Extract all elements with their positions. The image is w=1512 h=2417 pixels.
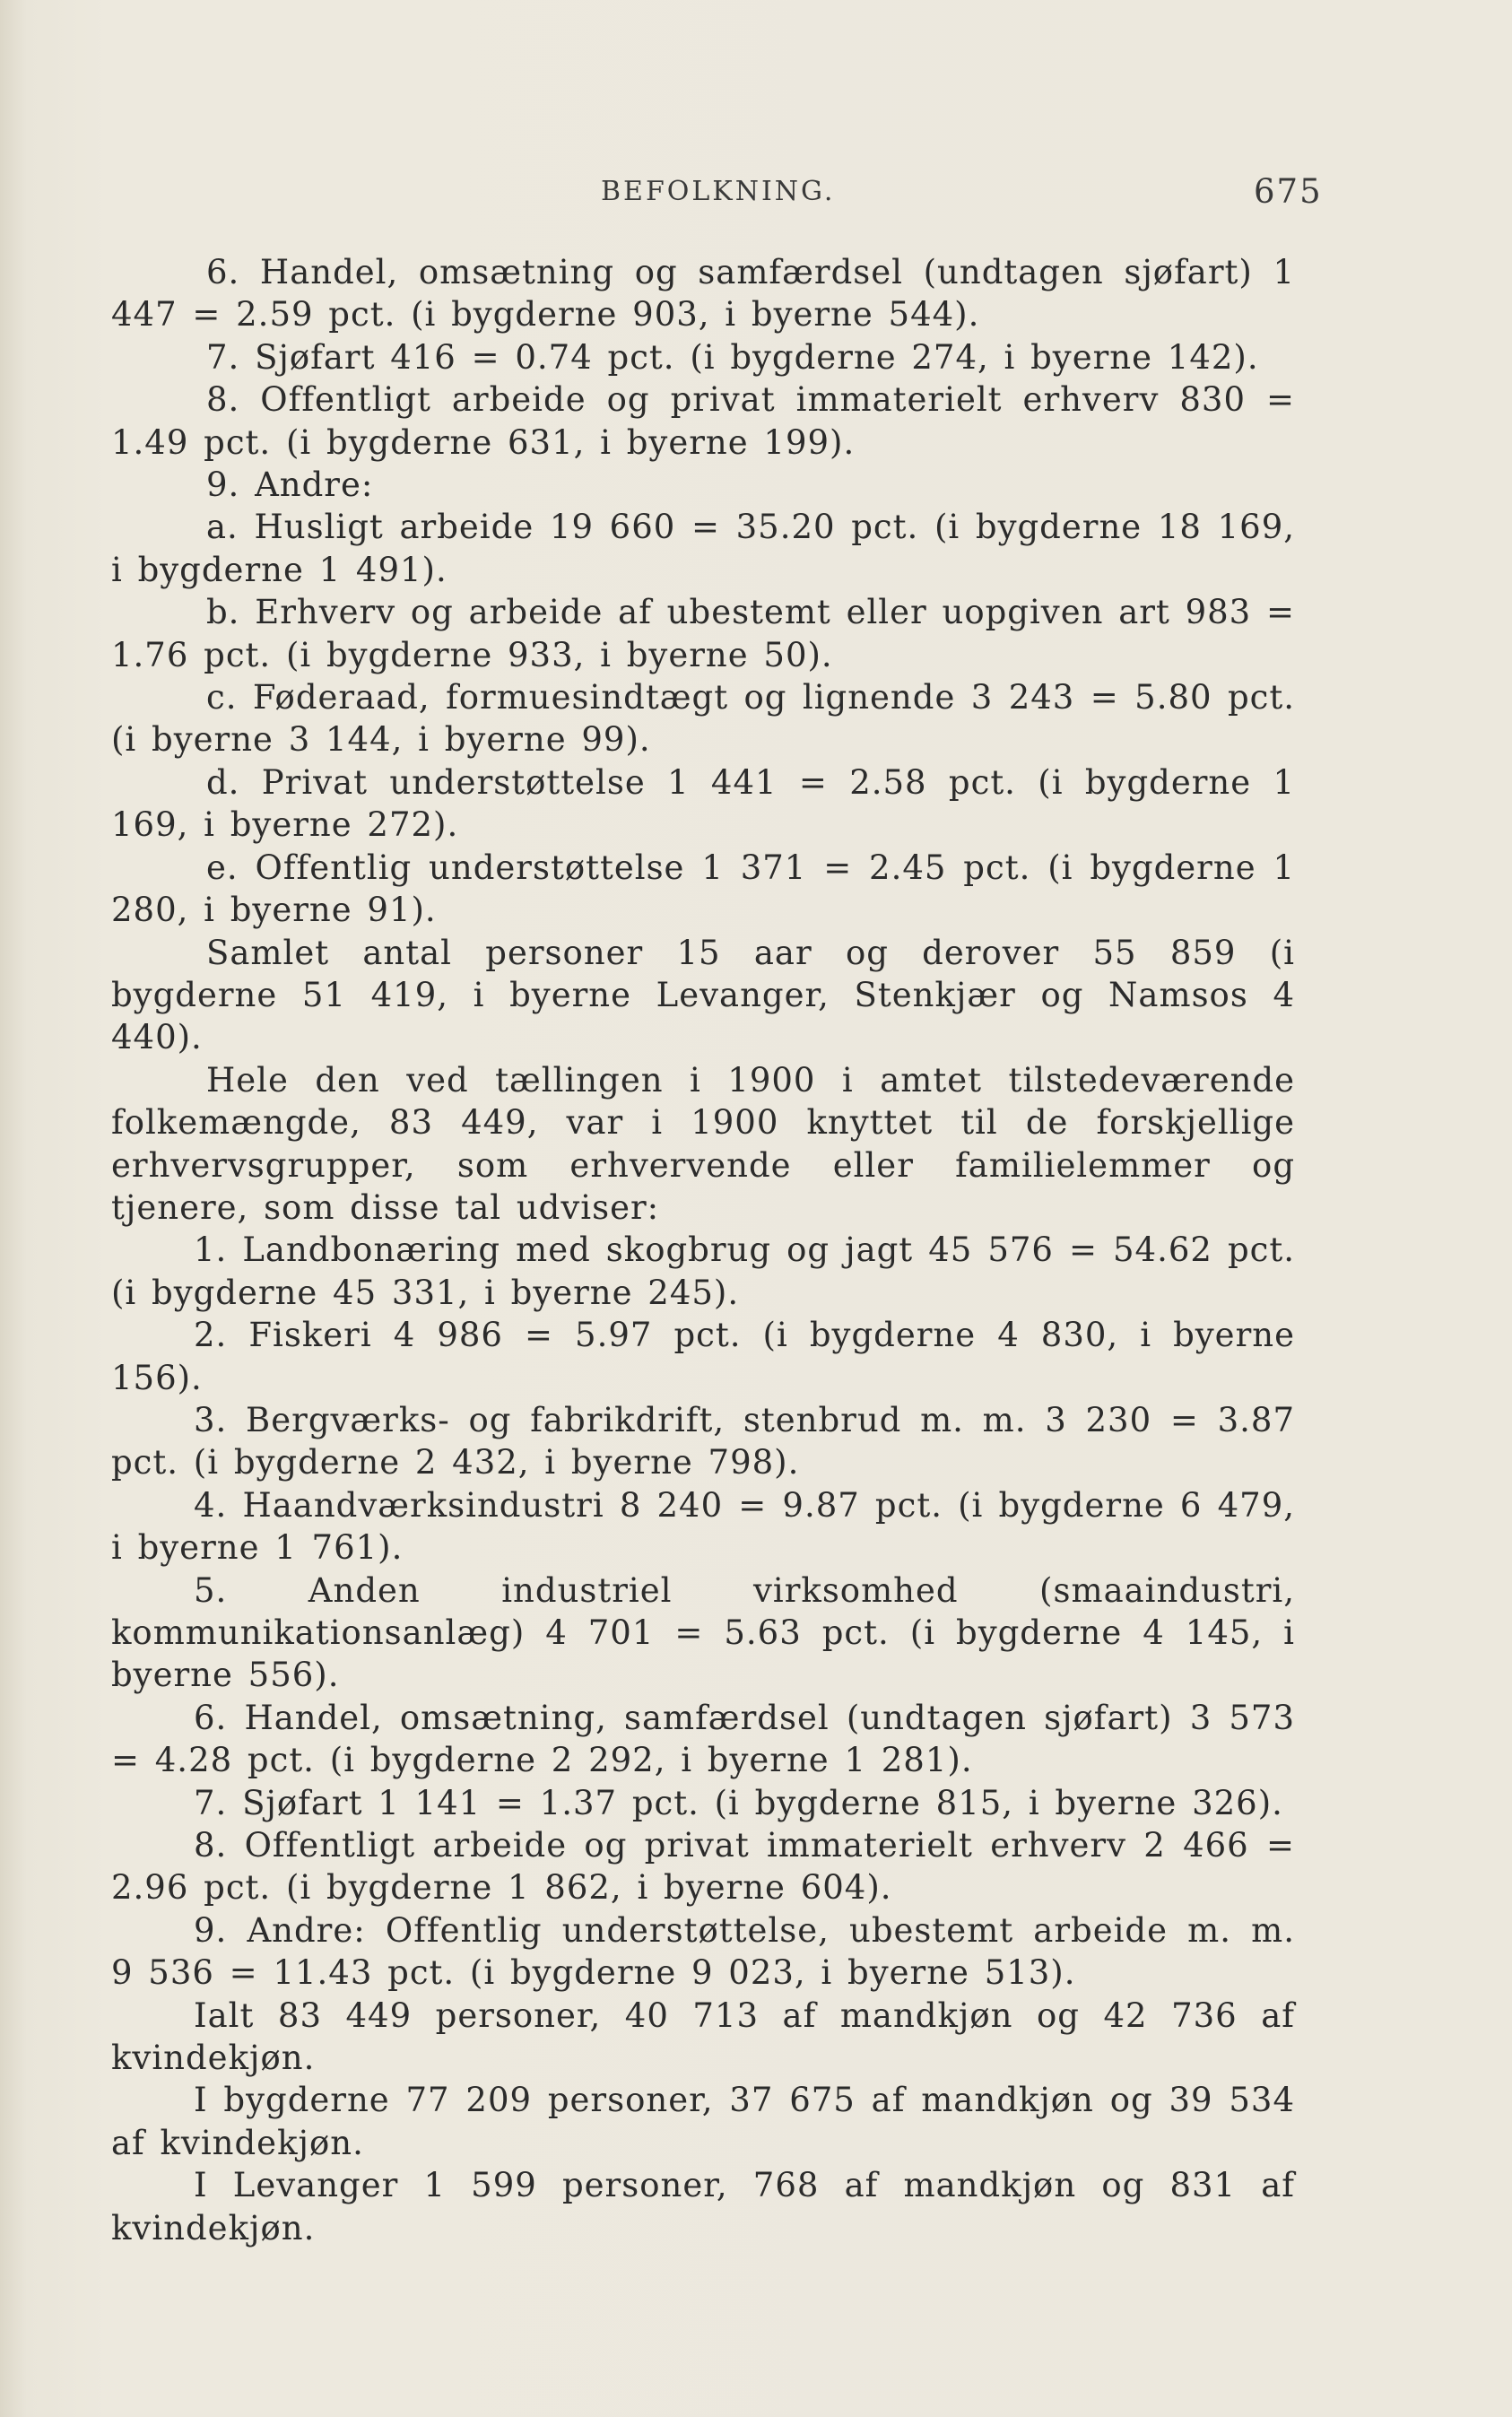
paragraph-rural-total: I bygderne 77 209 personer, 37 675 af mandkjøn og 39 534 af kvindekjøn. <box>111 2081 1295 2162</box>
body-text <box>111 251 1295 2249</box>
paragraph-public-support: e. Offentlig understøttelse 1 371 = 2.45 pct. (i bygderne 1 280, i byerne 91). <box>111 848 1295 930</box>
paragraph-agriculture: 1. Landbonæring med skogbrug og jagt 45 576 = 54.62 pct. (i bygderne 45 331, i byerne 245). <box>111 1230 1295 1312</box>
paragraph-public-work-1: 8. Offentligt arbeide og privat immaterielt erhverv 830 = 1.49 pct. (i bygderne 631, i byerne 199). <box>111 380 1295 462</box>
paragraph-total-adults: Samlet antal personer 15 aar og derover 55 859 (i bygderne 51 419, i byerne Levanger, Stenkjær og Namsos 4 440). <box>111 933 1295 1057</box>
paragraph-pension-income: c. Føderaad, formuesindtægt og lignende 3 243 = 5.80 pct. (i byerne 3 144, i byerne 99). <box>111 678 1295 760</box>
paragraph-fishery: 2. Fiskeri 4 986 = 5.97 pct. (i bygderne 4 830, i byerne 156). <box>111 1316 1295 1397</box>
paragraph-total: Ialt 83 449 personer, 40 713 af mandkjøn og 42 736 af kvindekjøn. <box>111 1995 1295 2078</box>
paragraph-trade-1: 6. Handel, omsætning og samfærdsel (undtagen sjøfart) 1 447 = 2.59 pct. (i bygderne 903, i byerne 544). <box>111 253 1295 335</box>
paragraph-population-intro: Hele den ved tællingen i 1900 i amtet tilstedeværende folkemængde, 83 449, var i 1900 knyttet til de forskjellige erhvervsgrupper, som erhvervende eller familielemmer og tjenere, som disse tal udviser: <box>111 1060 1295 1227</box>
paragraph-crafts: 4. Haandværksindustri 8 240 = 9.87 pct. (i bygderne 6 479, i byerne 1 761). <box>111 1485 1295 1568</box>
paragraph-trade-2: 6. Handel, omsætning, samfærdsel (undtagen sjøfart) 3 573 = 4.28 pct. (i bygderne 2 292, i byerne 1 281). <box>111 1698 1295 1780</box>
paragraph-domestic-work: a. Husligt arbeide 19 660 = 35.20 pct. (i bygderne 18 169, i bygderne 1 491). <box>111 508 1295 589</box>
page-header <box>0 172 1512 221</box>
paragraph-levanger-total: I Levanger 1 599 personer, 768 af mandkjøn og 831 af kvindekjøn. <box>111 2166 1295 2247</box>
paragraph-shipping-1: 7. Sjøfart 416 = 0.74 pct. (i bygderne 274, i byerne 142). <box>206 337 1259 377</box>
paragraph-others-2: 9. Andre: Offentlig understøttelse, ubestemt arbeide m. m. 9 536 = 11.43 pct. (i bygderne 9 023, i byerne 513). <box>111 1910 1295 1993</box>
paragraph-mining: 3. Bergværks- og fabrikdrift, stenbrud m. m. 3 230 = 3.87 pct. (i bygderne 2 432, i byerne 798). <box>111 1400 1295 1482</box>
paragraph-private-support: d. Privat understøttelse 1 441 = 2.58 pct. (i bygderne 1 169, i byerne 272). <box>111 762 1295 845</box>
paragraph-undetermined-work: b. Erhverv og arbeide af ubestemt eller uopgiven art 983 = 1.76 pct. (i bygderne 933, i byerne 50). <box>111 593 1295 674</box>
paragraph-others-1: 9. Andre: <box>206 465 374 505</box>
page-number: 675 <box>1254 172 1323 211</box>
paragraph-public-work-2: 8. Offentligt arbeide og privat immaterielt erhverv 2 466 = 2.96 pct. (i bygderne 1 862, i byerne 604). <box>111 1826 1295 1908</box>
paragraph-other-industry: 5. Anden industriel virksomhed (smaaindustri, kommunikationsanlæg) 4 701 = 5.63 pct. (i bygderne 4 145, i byerne 556). <box>111 1570 1295 1695</box>
running-head: BEFOLKNING. <box>601 176 836 207</box>
paragraph-shipping-2: 7. Sjøfart 1 141 = 1.37 pct. (i bygderne 815, i byerne 326). <box>194 1783 1283 1822</box>
